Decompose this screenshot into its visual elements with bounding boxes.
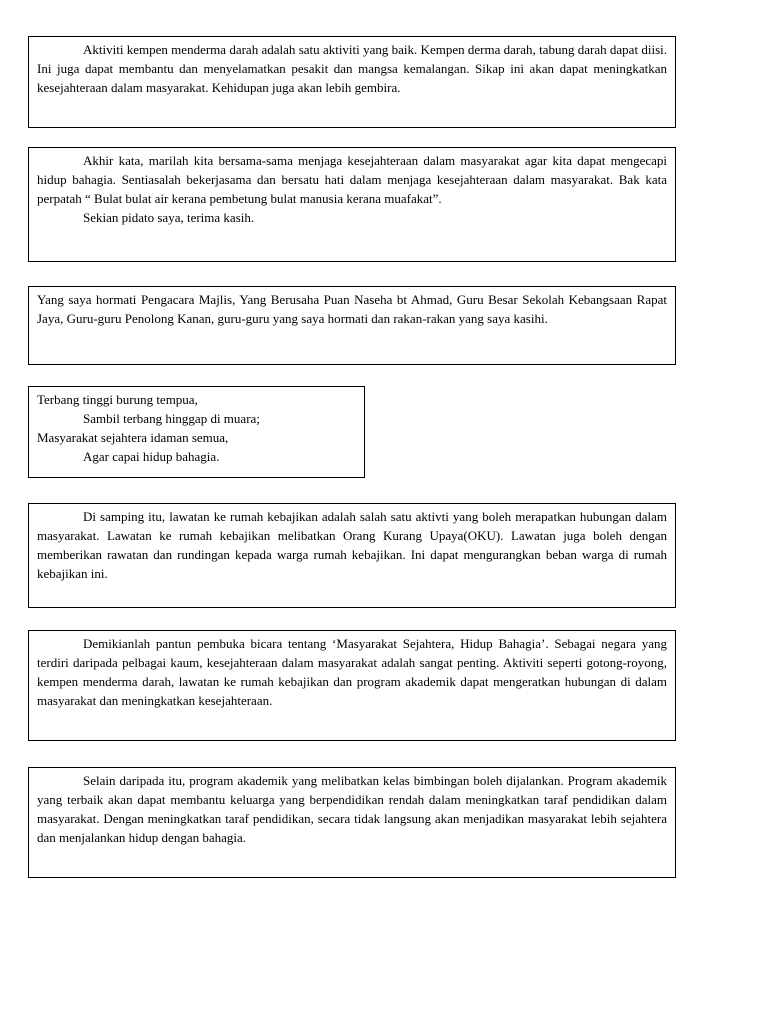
pantun-box xyxy=(28,386,365,478)
paragraph-text: Demikianlah pantun pembuka bicara tentang ‘Masyarakat Sejahtera, Hidup Bahagia’. Sebagai negara yang terdiri daripada pelbagai kaum, kesejahteraan dalam masyarakat adalah sangat penting. Aktiviti seperti gotong-royong, kempen menderma darah, lawatan ke rumah kebajikan dan program akademik dapat mengeratkan hubungan di dalam masyarakat dan meningkatkan kesejahteraan. xyxy=(37,636,667,708)
paragraph-text: Di samping itu, lawatan ke rumah kebajikan adalah salah satu aktivti yang boleh merapatkan hubungan dalam masyarakat. Lawatan ke rumah kebajikan melibatkan Orang Kurang Upaya(OKU). Lawatan juga boleh dengan memberikan rawatan dan rundingan kepada warga rumah kebajikan. Ini dapat mengurangkan beban warga di rumah kebajikan ini. xyxy=(37,509,667,581)
paragraph-box-welfare-visit xyxy=(28,503,676,608)
paragraph-text: Aktiviti kempen menderma darah adalah satu aktiviti yang baik. Kempen derma darah, tabung darah dapat diisi. Ini juga dapat membantu dan menyelamatkan pesakit dan mangsa kemalangan. Sikap ini akan dapat meningkatkan kesejahteraan dalam masyarakat. Kehidupan juga akan lebih gembira. xyxy=(37,42,667,95)
paragraph-box-introduction xyxy=(28,630,676,741)
pantun-line-1: Terbang tinggi burung tempua, xyxy=(37,392,198,407)
pantun-line-3: Masyarakat sejahtera idaman semua, xyxy=(37,430,229,445)
salutation-text: Yang saya hormati Pengacara Majlis, Yang Berusaha Puan Naseha bt Ahmad, Guru Besar Sekolah Kebangsaan Rapat Jaya, Guru-guru Penolong Kanan, guru-guru yang saya hormati dan rakan-rakan yang saya kasihi. xyxy=(37,292,667,326)
paragraph-box-salutation xyxy=(28,286,676,365)
closing-line: Sekian pidato saya, terima kasih. xyxy=(83,210,255,225)
paragraph-box-blood-donation xyxy=(28,36,676,128)
paragraph-box-academic-program xyxy=(28,767,676,878)
pantun-line-4: Agar capai hidup bahagia. xyxy=(83,449,220,464)
paragraph-box-closing xyxy=(28,147,676,262)
pantun-line-2: Sambil terbang hinggap di muara; xyxy=(83,411,260,426)
paragraph-text: Akhir kata, marilah kita bersama-sama menjaga kesejahteraan dalam masyarakat agar kita dapat mengecapi hidup bahagia. Sentiasalah bekerjasama dan bersatu hati dalam menjaga kesejahteraan dalam masyarakat. Bak kata perpatah “ Bulat bulat air kerana pembetung bulat manusia kerana muafakat”. xyxy=(37,153,667,206)
paragraph-text: Selain daripada itu, program akademik yang melibatkan kelas bimbingan boleh dijalankan. Program akademik yang terbaik akan dapat membantu keluarga yang berpendidikan rendah dalam meningkatkan taraf pendidikan dalam masyarakat. Dengan meningkatkan taraf pendidikan, secara tidak langsung akan menjadikan masyarakat lebih sejahtera dan menjalankan hidup dengan bahagia. xyxy=(37,773,667,845)
